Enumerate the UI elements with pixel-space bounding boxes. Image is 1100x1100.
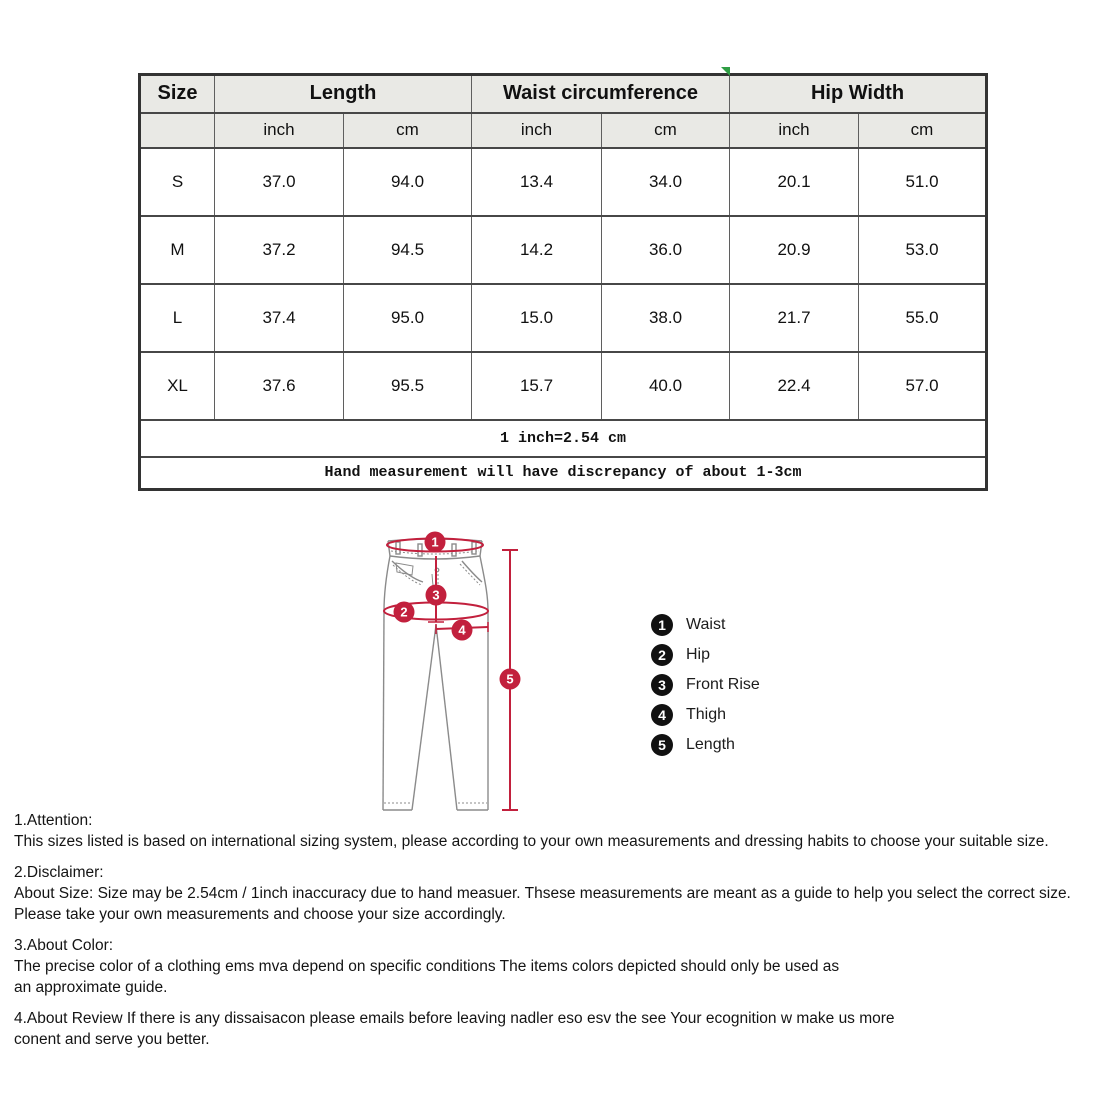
size-cell: XL — [140, 352, 215, 420]
note-text: an approximate guide. — [14, 979, 168, 996]
value-cell: 37.4 — [215, 284, 344, 352]
note-about-review — [14, 1008, 1096, 1050]
value-cell: 55.0 — [859, 284, 987, 352]
value-cell: 20.1 — [730, 148, 859, 216]
marker-1-number: 1 — [431, 534, 439, 550]
note-text: About Size: Size may be 2.54cm / 1inch inaccuracy due to hand measuer. Thsese measurements are meant as a guide to help you select the correct size. — [14, 885, 1071, 902]
size-cell: S — [140, 148, 215, 216]
legend-item-thigh — [651, 700, 760, 730]
conversion-note: 1 inch=2.54 cm — [140, 420, 987, 457]
table-row — [140, 284, 987, 352]
marker-5-number: 5 — [506, 671, 514, 687]
value-cell: 40.0 — [602, 352, 730, 420]
note-title: 1.Attention: — [14, 812, 93, 829]
unit-blank — [140, 113, 215, 148]
value-cell: 94.5 — [344, 216, 472, 284]
value-cell: 95.5 — [344, 352, 472, 420]
legend-label: Hip — [686, 646, 711, 663]
value-cell: 37.2 — [215, 216, 344, 284]
note-attention — [14, 810, 1096, 852]
value-cell: 57.0 — [859, 352, 987, 420]
legend-number-badge: 2 — [651, 644, 673, 666]
legend-item-hip — [651, 640, 760, 670]
note-title: 2.Disclaimer: — [14, 864, 104, 881]
header-size: Size — [140, 75, 215, 113]
value-cell: 20.9 — [730, 216, 859, 284]
marker-3-number: 3 — [432, 587, 440, 603]
unit-cell: inch — [472, 113, 602, 148]
unit-cell: cm — [602, 113, 730, 148]
value-cell: 13.4 — [472, 148, 602, 216]
note-about-color — [14, 935, 1096, 998]
legend-number-badge: 5 — [651, 734, 673, 756]
note-text: conent and serve you better. — [14, 1031, 210, 1048]
value-cell: 51.0 — [859, 148, 987, 216]
value-cell: 22.4 — [730, 352, 859, 420]
value-cell: 15.7 — [472, 352, 602, 420]
header-length: Length — [215, 75, 472, 113]
header-waist: Waist circumference — [472, 75, 730, 113]
table-note-row — [140, 420, 987, 457]
legend-number-badge: 3 — [651, 674, 673, 696]
note-title: 3.About Color: — [14, 937, 114, 954]
legend-label: Front Rise — [686, 676, 760, 693]
value-cell: 53.0 — [859, 216, 987, 284]
size-cell: M — [140, 216, 215, 284]
note-text: The precise color of a clothing ems mva depend on specific conditions The items colors depicted should only be used as — [14, 958, 840, 975]
measurement-note: Hand measurement will have discrepancy of about 1-3cm — [140, 457, 987, 490]
value-cell: 38.0 — [602, 284, 730, 352]
legend-label: Waist — [686, 616, 726, 633]
table-row — [140, 148, 987, 216]
value-cell: 34.0 — [602, 148, 730, 216]
unit-cell: cm — [859, 113, 987, 148]
value-cell: 94.0 — [344, 148, 472, 216]
legend-number-badge: 4 — [651, 704, 673, 726]
header-hip: Hip Width — [730, 75, 987, 113]
note-text: This sizes listed is based on international sizing system, please according to your own measurements and dressing habits to choose your suitable size. — [14, 833, 1049, 850]
unit-cell: inch — [730, 113, 859, 148]
legend-number-badge: 1 — [651, 614, 673, 636]
unit-cell: cm — [344, 113, 472, 148]
value-cell: 15.0 — [472, 284, 602, 352]
table-note-row — [140, 457, 987, 490]
legend-label: Thigh — [686, 706, 727, 723]
legend-item-front-rise — [651, 670, 760, 700]
legend-label: Length — [686, 736, 735, 753]
note-text: Please take your own measurements and choose your size accordingly. — [14, 906, 506, 923]
value-cell: 95.0 — [344, 284, 472, 352]
size-cell: L — [140, 284, 215, 352]
table-unit-row — [140, 113, 987, 148]
measure-markers — [394, 532, 521, 690]
marker-2-number: 2 — [400, 604, 408, 620]
cell-corner-marker-icon — [721, 67, 730, 76]
note-disclaimer — [14, 862, 1096, 925]
unit-cell: inch — [215, 113, 344, 148]
pants-diagram — [370, 525, 570, 817]
value-cell: 36.0 — [602, 216, 730, 284]
table-row — [140, 216, 987, 284]
measurement-lines — [384, 539, 518, 811]
table-row — [140, 352, 987, 420]
notes-section — [14, 810, 1096, 1060]
legend-item-length — [651, 730, 760, 760]
table-header-row — [140, 75, 987, 113]
value-cell: 14.2 — [472, 216, 602, 284]
note-text: 4.About Review If there is any dissaisacon please emails before leaving nadler eso esv the see Your ecognition w make us more — [14, 1010, 895, 1027]
size-chart-table — [138, 73, 988, 491]
marker-4-number: 4 — [458, 622, 466, 638]
value-cell: 21.7 — [730, 284, 859, 352]
value-cell: 37.0 — [215, 148, 344, 216]
legend-item-waist — [651, 610, 760, 640]
value-cell: 37.6 — [215, 352, 344, 420]
measurement-legend — [651, 610, 760, 760]
